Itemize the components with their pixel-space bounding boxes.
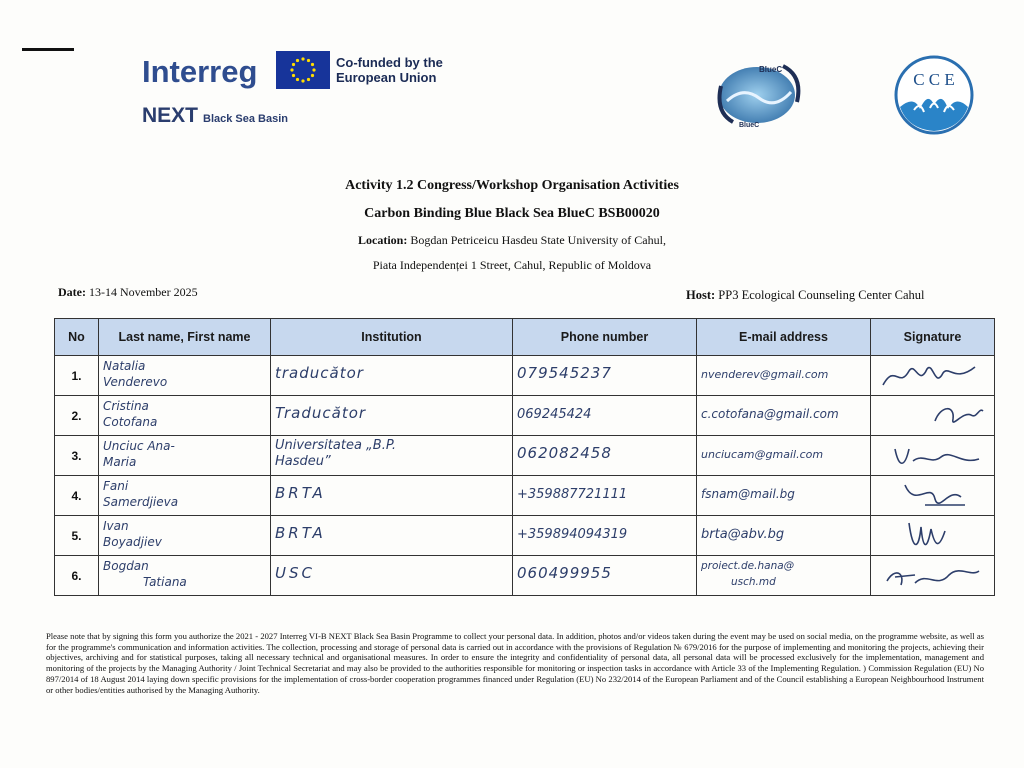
handwritten-phone: +359887721111 <box>517 487 628 502</box>
project-title: Carbon Binding Blue Black Sea BlueC BSB00020 <box>364 206 660 221</box>
table-row <box>55 476 995 516</box>
signature-cell <box>871 556 995 596</box>
last-name-line: Maria <box>103 455 137 469</box>
email-line-2: usch.md <box>731 576 776 588</box>
handwritten-email <box>701 558 794 590</box>
interreg-logo-text: Interreg <box>142 54 258 89</box>
header-signature: Signature <box>871 319 995 356</box>
date-label: Date: <box>58 285 86 299</box>
phone-cell <box>513 556 697 596</box>
handwritten-name <box>103 518 162 550</box>
handwritten-email: brta@abv.bg <box>701 527 785 542</box>
host-line <box>686 288 925 303</box>
handwritten-name <box>103 558 187 590</box>
row-number: 6. <box>55 556 99 596</box>
email-cell <box>697 556 871 596</box>
email-cell <box>697 356 871 396</box>
next-sub-text: Black Sea Basin <box>203 113 289 125</box>
cofunded-label: Co-funded by the European Union <box>336 55 443 85</box>
handwritten-institution <box>275 438 396 470</box>
handwritten-name <box>103 398 157 430</box>
last-name-line: Tatiana <box>143 575 187 589</box>
handwritten-phone: +359894094319 <box>517 527 628 542</box>
last-name-line: Venderevo <box>103 375 168 389</box>
handwritten-email: unciucam@gmail.com <box>701 448 824 461</box>
row-number: 4. <box>55 476 99 516</box>
handwritten-email: fsnam@mail.bg <box>701 487 795 501</box>
table-row <box>55 556 995 596</box>
row-number: 1. <box>55 356 99 396</box>
cce-logo <box>890 55 978 135</box>
institution-line-2: Hasdeu” <box>275 454 331 469</box>
email-line-1: proiect.de.hana@ <box>701 560 795 572</box>
last-name-line: Samerdjieva <box>103 495 179 509</box>
attendance-table <box>54 318 995 596</box>
table-row <box>55 356 995 396</box>
signature-drawing <box>875 359 985 392</box>
phone-cell <box>513 476 697 516</box>
date-line <box>58 285 198 300</box>
handwritten-institution: traducător <box>275 364 364 382</box>
handwritten-phone: 062082458 <box>517 444 612 462</box>
institution-cell <box>271 516 513 556</box>
signature-drawing <box>875 399 985 432</box>
signature-drawing <box>875 479 985 512</box>
institution-line-1: Universitatea „B.P. <box>275 438 397 453</box>
header-phone: Phone number <box>513 319 697 356</box>
first-name-line: Bogdan <box>103 559 149 573</box>
table-row <box>55 436 995 476</box>
name-cell <box>99 356 271 396</box>
bluec-logo-label: BlueC <box>759 65 783 74</box>
location-value-1: Bogdan Petriceicu Hasdeu State University of Cahul, <box>410 233 666 247</box>
svg-text:BlueC: BlueC <box>739 122 760 129</box>
institution-cell <box>271 396 513 436</box>
institution-cell <box>271 556 513 596</box>
phone-cell <box>513 396 697 436</box>
next-main-text: NEXT <box>142 104 199 127</box>
bluec-logo <box>713 56 805 130</box>
handwritten-name <box>103 478 178 510</box>
table-header-row <box>55 319 995 356</box>
activity-title: Activity 1.2 Congress/Workshop Organisation Activities <box>345 178 679 193</box>
signature-drawing <box>875 519 985 552</box>
table-row <box>55 396 995 436</box>
host-value: PP3 Ecological Counseling Center Cahul <box>718 288 925 302</box>
name-cell <box>99 556 271 596</box>
phone-cell <box>513 436 697 476</box>
svg-text:C C E: C C E <box>913 70 955 89</box>
name-cell <box>99 476 271 516</box>
name-cell <box>99 396 271 436</box>
row-number: 2. <box>55 396 99 436</box>
header-email: E-mail address <box>697 319 871 356</box>
name-cell <box>99 516 271 556</box>
email-cell <box>697 476 871 516</box>
privacy-notice: Please note that by signing this form you authorize the 2021 - 2027 Interreg VI-B NEXT Black Sea Basin Programme to collect your personal data. In addition, photos and/or videos taken during the event may be used on social media, on the programme website, as well as for the programme's communication and information activities. The collection, processing and storage of personal data is carried out in accordance with the provisions of Regulation № 679/2016 for the purpose of implementing and monitoring the projects, achieving their objectives, archiving and for statistical purposes, taking all necessary technical and organisational measures. In order to ensure the integrity and confidentiality of personal data, all personal data will be processed exclusively for the implementation, management and monitoring of the projects by the Managing Authority / Joint Technical Secretariat and may also be provided to the authorities responsible for monitoring or inspection tasks in accordance with Article 33 of the Implementing Regulation. ) Commission Regulation (EU) No 897/2014 of 18 August 2014 laying down specific provisions for the implementation of cross-border cooperation programmes financed under Regulation (EU) No 232/2014 of the European Parliament and of the Council establishing a European Neighbourhood Instrument or other bodies/entities authorised by the Managing Authority. <box>46 631 984 695</box>
signature-drawing <box>875 559 985 592</box>
email-cell <box>697 436 871 476</box>
handwritten-institution: BRTA <box>275 524 326 542</box>
signature-drawing <box>875 439 985 472</box>
header-no: No <box>55 319 99 356</box>
last-name-line: Boyadjiev <box>103 535 162 549</box>
email-cell <box>697 516 871 556</box>
email-cell <box>697 396 871 436</box>
handwritten-institution: BRTA <box>275 484 326 502</box>
header-institution: Institution <box>271 319 513 356</box>
first-name-line: Unciuc Ana- <box>103 439 175 453</box>
signature-cell <box>871 476 995 516</box>
institution-cell <box>271 436 513 476</box>
first-name-line: Natalia <box>103 359 146 373</box>
handwritten-name <box>103 438 175 470</box>
last-name-line: Cotofana <box>103 415 158 429</box>
location-label: Location: <box>358 233 408 247</box>
location-line-1 <box>0 233 1024 248</box>
handwritten-name <box>103 358 167 390</box>
handwritten-phone: 079545237 <box>517 364 612 382</box>
phone-cell <box>513 516 697 556</box>
first-name-line: Cristina <box>103 399 149 413</box>
handwritten-email: c.cotofana@gmail.com <box>701 407 839 421</box>
phone-cell <box>513 356 697 396</box>
scan-mark <box>22 48 74 51</box>
next-logo <box>142 104 288 128</box>
handwritten-institution: USC <box>275 564 315 582</box>
host-label: Host: <box>686 288 716 302</box>
first-name-line: Ivan <box>103 519 129 533</box>
name-cell <box>99 436 271 476</box>
institution-cell <box>271 356 513 396</box>
handwritten-phone: 060499955 <box>517 564 612 582</box>
signature-cell <box>871 356 995 396</box>
signature-cell <box>871 436 995 476</box>
handwritten-phone: 069245424 <box>517 407 592 422</box>
eu-flag-icon <box>276 51 330 89</box>
signature-cell <box>871 516 995 556</box>
signature-cell <box>871 396 995 436</box>
institution-cell <box>271 476 513 516</box>
header-name: Last name, First name <box>99 319 271 356</box>
row-number: 3. <box>55 436 99 476</box>
handwritten-institution: Traducător <box>275 404 367 422</box>
row-number: 5. <box>55 516 99 556</box>
table-row <box>55 516 995 556</box>
first-name-line: Fani <box>103 479 129 493</box>
handwritten-email: nvenderev@gmail.com <box>701 368 829 381</box>
date-value: 13-14 November 2025 <box>88 285 198 299</box>
location-line-2: Piata Independenței 1 Street, Cahul, Republic of Moldova <box>372 258 652 272</box>
